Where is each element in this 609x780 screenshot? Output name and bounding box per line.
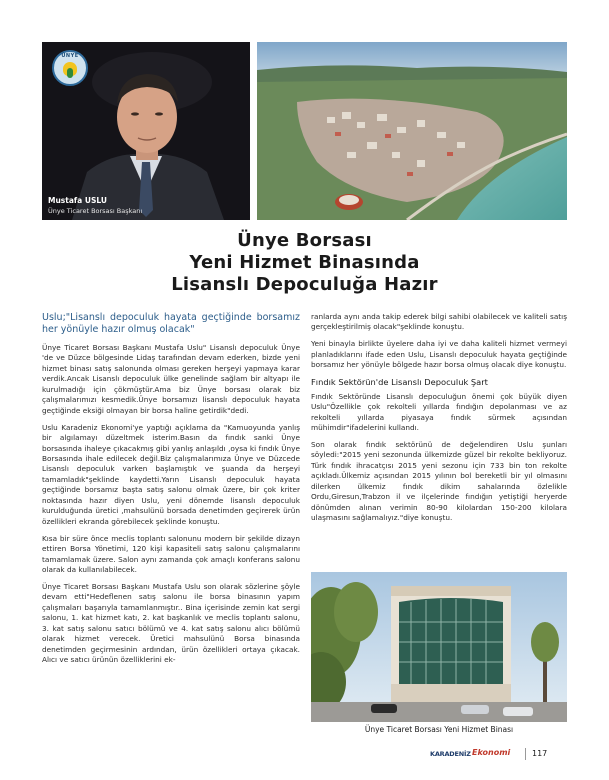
portrait-photo <box>42 42 250 220</box>
building-photo <box>311 572 567 722</box>
article-title <box>0 230 609 296</box>
right-column <box>311 312 567 530</box>
magazine-brand-part1: KARADENİZ <box>430 750 471 758</box>
lede-quote: Uslu;"Lisanslı depoculuk hayata geçtiğinde borsamız her yönüyle hazır olmuş olacak" <box>42 312 300 335</box>
paragraph: Uslu Karadeniz Ekonomi'ye yaptığı açıklama da "Kamuoyunda yanlış bir algılamayı düzeltmek isterim.Basın da fındık sanki Ünye borsasında ihaleye çıkacakmış gibi yanlış anlaşıldı ,oysa ki fındık Ünye Borsasında ihale edilecek değil.Biz çalışmalarımıza Ünye ve Düzcede Lisanslı depoculuk varken başlamıştık ve şuanda da herşeyi tamamladık"şeklinde kaydetti.Yarın Lisanslı depoculuk hayata geçtiğinde borsamız başta satış salonu olmak üzere, bir çok kriter noktasında hazır diyen Uslu, yeni dönemde lisanslı depoculuk kurulduğunda üretici ,mahsulünü borsada denetimden geçirerek ürün özellikleri ekranda görebilecek şeklinde konuştu. <box>42 422 300 526</box>
logo-text: ÜNYE <box>61 53 79 59</box>
paragraph: Fındık Sektöründe Lisanslı depoculuğun önemi çok büyük diyen Uslu"Özellikle çok rekolteli yıllarda fındığın depolanması ve az rekolteli yıllarda piyasaya fındık sürmek açısından mühimdir"ifadelerini kullandı. <box>311 391 567 433</box>
paragraph: ranlarda aynı anda takip ederek bilgi sahibi olabilecek ve kaliteli satış gerçekleştirilmiş olacak"şeklinde konuştu. <box>311 312 567 332</box>
aerial-illustration <box>257 42 567 220</box>
footer-divider <box>525 748 526 760</box>
portrait-caption-name: Mustafa USLU <box>48 196 107 205</box>
title-line-1: Ünye Borsası <box>237 230 372 251</box>
paragraph: Ünye Ticaret Borsası Başkanı Mustafa Uslu" Lisanslı depoculuk Ünye 'de ve Düzce bölgesinde Lidaş tarafından devam ederken, bizde yeni hizmet binası satış salonunda olması gereken herşeyi yapmaya karar verdik.Ancak Lisanslı depoculuk ülke genelinde sağlam bir altyapı ile kurulmadığı için çökmüştür.Ama biz Ünye borsası olarak biz çalışmalarımızı kesmedik.Ünye borsamızı lisanslı depoculuk hayata geçtiğinde eksiği olmayan bir borsa haline getirdik"dedi. <box>42 343 300 415</box>
paragraph: Kısa bir süre önce meclis toplantı salonunu modern bir şekilde dizayn ettiren Borsa Yönetimi, 120 kişi kapasiteli satış salonu çalışmalarını tamamlamak üzere. Salon aynı zamanda çok amaçlı konferans salonu olarak da kullanılabilecek. <box>42 533 300 575</box>
paragraph: Yeni binayla birlikte üyelere daha iyi ve daha kaliteli hizmet vermeyi planladıklarını ifade eden Uslu, Lisanslı depoculuk hayata geçtiğinde borsamız her yönüyle bölgede hazır borsa olmuş olacak diye konuştu. <box>311 339 567 370</box>
page-footer <box>430 748 570 762</box>
left-column <box>42 312 300 672</box>
building-illustration <box>311 572 567 722</box>
magazine-brand-part2: Ekonomi <box>472 748 511 757</box>
title-line-3: Lisanslı Depoculuğa Hazır <box>171 274 438 295</box>
portrait-caption-role: Ünye Ticaret Borsası Başkanı <box>48 207 143 215</box>
title-line-2: Yeni Hizmet Binasında <box>189 252 420 273</box>
paragraph: Ünye Ticaret Borsası Başkanı Mustafa Uslu son olarak sözlerine şöyle devam etti"Hedeflenen satış salonu ile borsa binasının yapım çalışmaları başarıyla tamamlanmıştır.. Bina içerisinde zemin kat sergi salonu, 1. kat hizmet katı, 2. kat başkanlık ve meclis toplantı salonu, 3. kat satış salonu satıcı bölümü ve 4. kat satış salonu alıcı bölümü olarak hizmet verecek. Üretici mahsulünü Borsa binasında denetimden geçirmesinin ardından, ürün özellikleri ortaya çıkacak. Alıcı ve satıcı ürünün özelliklerini ek- <box>42 582 300 665</box>
page-number: 117 <box>532 749 548 758</box>
aerial-city-photo <box>257 42 567 220</box>
building-caption: Ünye Ticaret Borsası Yeni Hizmet Binası <box>364 725 514 734</box>
paragraph: Son olarak fındık sektörünü de değelendiren Uslu şunları söyledi:"2015 yeni sezonunda ülkemizde güzel bir rekolte bekliyoruz. Türk fındık ihracatçısı 2015 yeni sezonu için 733 bin ton rekolte açıkladı.Ülkemiz açısından 2015 yılının bol bereketli bir yıl olmasını dilerken ülkemiz fındık dikim sahalarında özlelikle Ordu,Giresun,Trabzon il ve ilçelerinde fındığın yetiştiği heryerde dönümden alınan verimin 80-90 kilolardan 150-200 kilolara ulaşmasını sağlamalıyız."diye konuştu. <box>311 440 567 523</box>
borsa-logo-icon <box>52 50 88 86</box>
section-subheading: Fındık Sektörün'de Lisanslı Depoculuk Şart <box>311 377 488 388</box>
